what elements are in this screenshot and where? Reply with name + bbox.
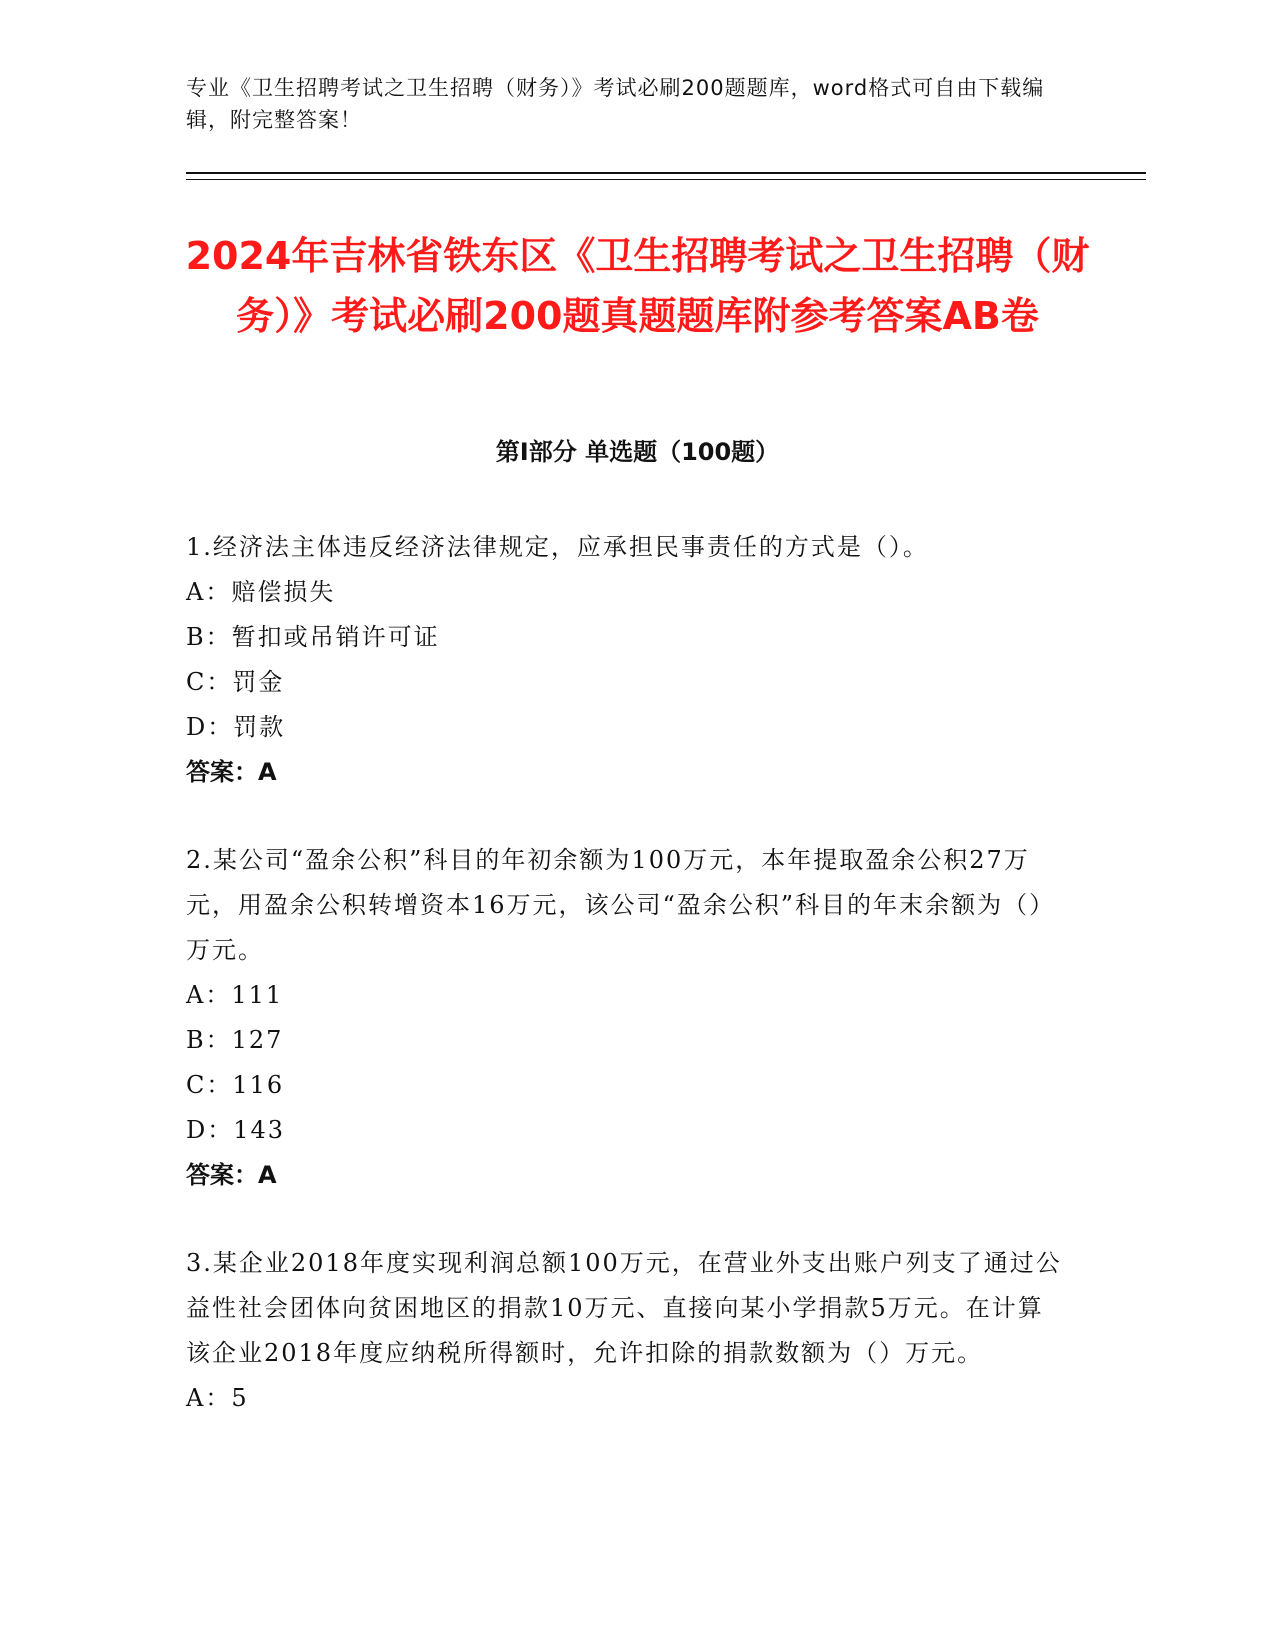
option-a: A：5 <box>186 1384 249 1412</box>
question-gap <box>186 795 1066 838</box>
question-stem: 1.经济法主体违反经济法律规定，应承担民事责任的方式是（）。 <box>186 533 929 561</box>
answer: 答案：A <box>186 758 277 786</box>
question-stem: 3.某企业2018年度实现利润总额100万元，在营业外支出账户列支了通过公益性社会团体向贫困地区的捐款10万元、直接向某小学捐款5万元。在计算该企业2018年度应纳税所得额时，允许扣除的捐款数额为（）万元。 <box>186 1249 1062 1367</box>
option-a: A：111 <box>186 981 284 1009</box>
option-b: B：暂扣或吊销许可证 <box>186 623 440 651</box>
question-1 <box>186 525 1066 795</box>
document-title: 2024年吉林省铁东区《卫生招聘考试之卫生招聘（财务）》考试必刷200题真题题库附参考答案AB卷 <box>185 234 1090 338</box>
question-gap <box>186 1198 1066 1241</box>
answer: 答案：A <box>186 1161 277 1189</box>
question-2 <box>186 838 1066 1198</box>
header-note: 专业《卫生招聘考试之卫生招聘（财务）》考试必刷200题题库，word格式可自由下载编辑，附完整答案！ <box>186 76 1045 132</box>
option-a: A：赔偿损失 <box>186 578 336 606</box>
header-divider-thick <box>186 172 1146 174</box>
question-list <box>186 525 1066 1421</box>
option-c: C：116 <box>186 1071 285 1099</box>
question-stem: 2.某公司“盈余公积”科目的年初余额为100万元，本年提取盈余公积27万元，用盈余公积转增资本16万元，该公司“盈余公积”科目的年末余额为（）万元。 <box>186 846 1056 964</box>
option-c: C：罚金 <box>186 668 285 696</box>
section-title: 第I部分 单选题（100题） <box>495 438 780 466</box>
option-b: B：127 <box>186 1026 284 1054</box>
option-d: D：143 <box>186 1116 286 1144</box>
option-d: D：罚款 <box>186 713 286 741</box>
header-divider-thin <box>186 179 1146 180</box>
question-3 <box>186 1241 1066 1421</box>
